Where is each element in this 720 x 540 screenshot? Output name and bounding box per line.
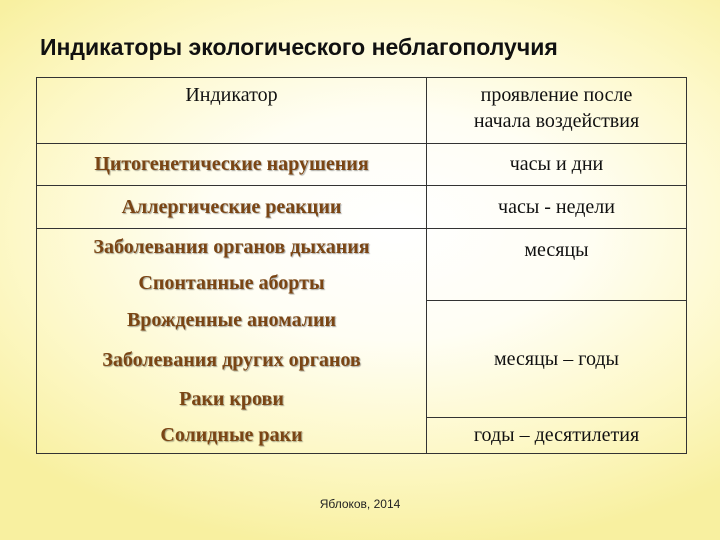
onset-cell: месяцы bbox=[427, 229, 687, 301]
header-onset bbox=[427, 78, 687, 144]
indicator-cell: Спонтанные аборты bbox=[37, 266, 427, 301]
header-onset-line2: начала воздействия bbox=[473, 110, 640, 132]
onset-cell: часы и дни bbox=[427, 144, 687, 186]
indicator-cell: Заболевания других органов bbox=[37, 341, 427, 381]
indicator-cell: Цитогенетические нарушения bbox=[37, 144, 427, 186]
indicators-table bbox=[36, 77, 687, 454]
slide-title: Индикаторы экологического неблагополучия bbox=[40, 34, 558, 60]
indicator-cell: Аллергические реакции bbox=[37, 186, 427, 229]
indicator-cell: Солидные раки bbox=[37, 418, 427, 454]
table-row bbox=[37, 144, 687, 186]
indicator-cell: Врожденные аномалии bbox=[37, 301, 427, 341]
table-row bbox=[37, 186, 687, 229]
indicator-cell: Заболевания органов дыхания bbox=[37, 229, 427, 266]
onset-cell: месяцы – годы bbox=[427, 301, 687, 418]
table-row bbox=[37, 418, 687, 454]
table-row bbox=[37, 301, 687, 341]
indicator-cell: Раки крови bbox=[37, 381, 427, 418]
author-credit: Яблоков, 2014 bbox=[319, 497, 401, 511]
table-header-row bbox=[37, 78, 687, 144]
table-row bbox=[37, 229, 687, 266]
header-indicator: Индикатор bbox=[37, 78, 427, 144]
onset-cell: годы – десятилетия bbox=[427, 418, 687, 454]
onset-cell: часы - недели bbox=[427, 186, 687, 229]
header-onset-line1: проявление после bbox=[480, 84, 633, 106]
